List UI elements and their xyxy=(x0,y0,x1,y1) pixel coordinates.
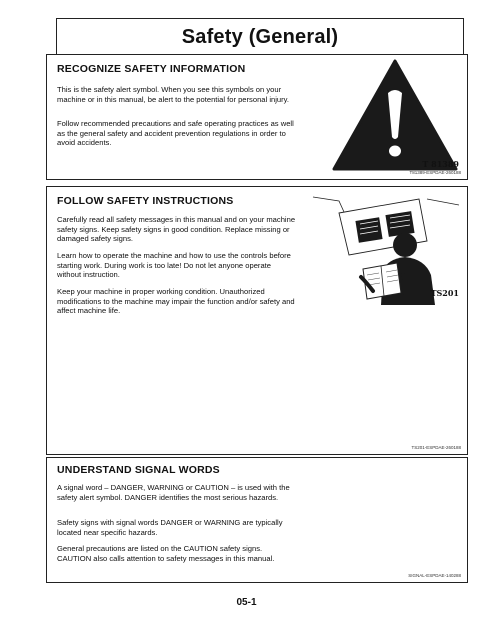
paragraph: Learn how to operate the machine and how to use the controls before starting work. During work is too late! Do not let anyone operate without instruction. xyxy=(57,251,291,280)
paragraph: This is the safety alert symbol. When you see this symbols on your machine or in this manual, be alert to the potential for personal injury. xyxy=(57,85,290,104)
paragraph: General precautions are listed on the CAUTION safety signs. CAUTION also calls attention to safety messages in this manual. xyxy=(57,544,275,563)
figure-label: T 81389 xyxy=(422,159,459,169)
section-understand-signal-words xyxy=(46,457,468,583)
paragraph: Safety signs with signal words DANGER or WARNING are typically located near specific hazards. xyxy=(57,518,283,537)
figure-reference: T81389-ESPDAE-260188 xyxy=(409,170,461,175)
paragraph: Follow recommended precautions and safe operating practices as well as the general safety and accident prevention regulations in order to avoid accidents. xyxy=(57,119,294,148)
section-heading: RECOGNIZE SAFETY INFORMATION xyxy=(57,63,246,75)
page-title: Safety (General) xyxy=(181,25,339,48)
figure-label: TS201 xyxy=(430,288,459,298)
figure-reference: SIGNAL-ESPDAE-140288 xyxy=(408,573,461,578)
section-heading: UNDERSTAND SIGNAL WORDS xyxy=(57,464,220,476)
section-follow-safety-instructions xyxy=(46,186,468,455)
section-recognize-safety-information xyxy=(46,54,468,180)
paragraph: Keep your machine in proper working condition. Unauthorized modifications to the machine may impair the function and/or safety and affect machine life. xyxy=(57,287,295,316)
section-heading: FOLLOW SAFETY INSTRUCTIONS xyxy=(57,195,234,207)
paragraph: Carefully read all safety messages in this manual and on your machine safety signs. Keep safety signs in good condition. Replace missing or damaged safety signs. xyxy=(57,215,296,244)
page-number: 05-1 xyxy=(236,597,257,608)
safety-alert-triangle-icon xyxy=(330,57,460,173)
paragraph: A signal word – DANGER, WARNING or CAUTION – is used with the safety alert symbol. DANGER identifies the most serious hazards. xyxy=(57,483,290,502)
page-title-box xyxy=(56,18,464,55)
figure-reference: TS201-ESPDAE-260188 xyxy=(411,445,461,450)
